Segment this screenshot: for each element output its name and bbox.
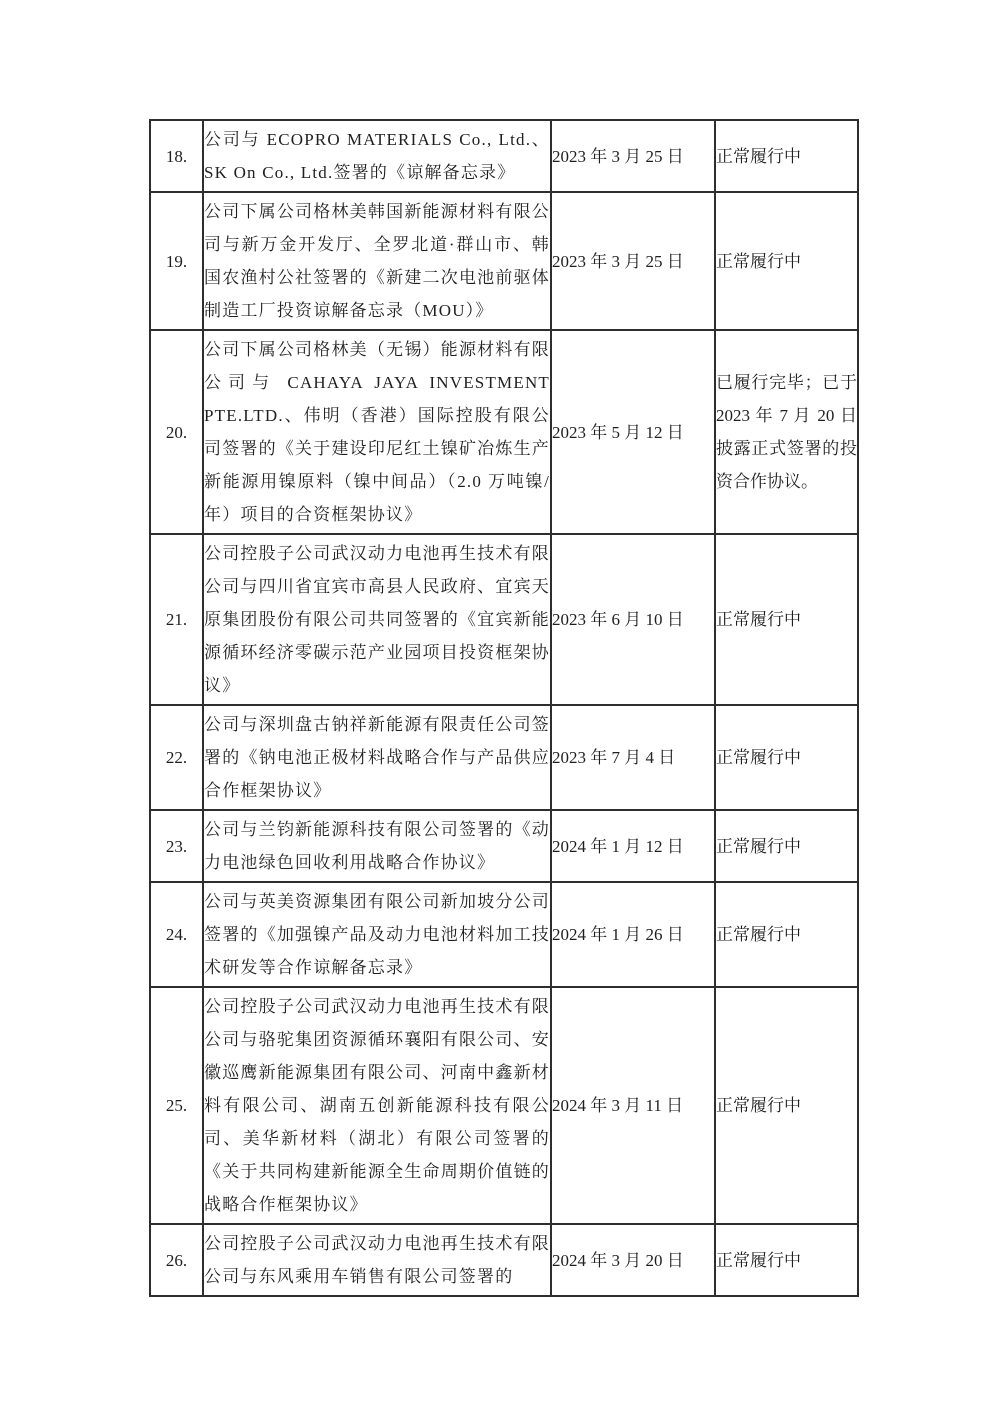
table-row — [150, 810, 858, 882]
agreement-description-cell: 公司下属公司格林美（无锡）能源材料有限公司与 CAHAYA JAYA INVESTMENT PTE.LTD.、伟明（香港）国际控股有限公司签署的《关于建设印尼红土镍矿冶炼生产新能源用镍原料（镍中间品）（2.0 万吨镍/年）项目的合资框架协议》 — [203, 330, 551, 534]
row-number-cell: 26. — [150, 1224, 203, 1296]
row-number-cell: 20. — [150, 330, 203, 534]
signing-date-cell: 2024 年 1 月 12 日 — [551, 810, 715, 882]
table-row — [150, 120, 858, 192]
row-number-cell: 21. — [150, 534, 203, 705]
signing-date-cell: 2024 年 3 月 11 日 — [551, 987, 715, 1224]
table-row — [150, 882, 858, 987]
table-row — [150, 192, 858, 330]
performance-status-cell: 正常履行中 — [715, 987, 858, 1224]
performance-status-cell: 正常履行中 — [715, 705, 858, 810]
agreement-description-cell: 公司与兰钧新能源科技有限公司签署的《动力电池绿色回收利用战略合作协议》 — [203, 810, 551, 882]
signing-date-cell: 2023 年 3 月 25 日 — [551, 192, 715, 330]
performance-status-cell: 正常履行中 — [715, 192, 858, 330]
signing-date-cell: 2023 年 3 月 25 日 — [551, 120, 715, 192]
performance-status-cell: 正常履行中 — [715, 1224, 858, 1296]
signing-date-cell: 2023 年 5 月 12 日 — [551, 330, 715, 534]
signing-date-cell: 2023 年 7 月 4 日 — [551, 705, 715, 810]
agreement-description-cell: 公司下属公司格林美韩国新能源材料有限公司与新万金开发厅、全罗北道·群山市、韩国农渔村公社签署的《新建二次电池前驱体制造工厂投资谅解备忘录（MOU）》 — [203, 192, 551, 330]
signing-date-cell: 2024 年 3 月 20 日 — [551, 1224, 715, 1296]
signing-date-cell: 2024 年 1 月 26 日 — [551, 882, 715, 987]
agreement-description-cell: 公司控股子公司武汉动力电池再生技术有限公司与骆驼集团资源循环襄阳有限公司、安徽巡鹰新能源集团有限公司、河南中鑫新材料有限公司、湖南五创新能源科技有限公司、美华新材料（湖北）有限公司签署的《关于共同构建新能源全生命周期价值链的战略合作框架协议》 — [203, 987, 551, 1224]
table-row — [150, 330, 858, 534]
row-number-cell: 23. — [150, 810, 203, 882]
agreement-description-cell: 公司与深圳盘古钠祥新能源有限责任公司签署的《钠电池正极材料战略合作与产品供应合作框架协议》 — [203, 705, 551, 810]
performance-status-cell: 正常履行中 — [715, 534, 858, 705]
table-row — [150, 1224, 858, 1296]
contracts-table-body — [150, 120, 858, 1296]
performance-status-cell: 已履行完毕；已于 2023 年 7 月 20 日披露正式签署的投资合作协议。 — [715, 330, 858, 534]
row-number-cell: 19. — [150, 192, 203, 330]
table-row — [150, 987, 858, 1224]
agreement-description-cell: 公司控股子公司武汉动力电池再生技术有限公司与东风乘用车销售有限公司签署的 — [203, 1224, 551, 1296]
agreement-description-cell: 公司与英美资源集团有限公司新加坡分公司签署的《加强镍产品及动力电池材料加工技术研发等合作谅解备忘录》 — [203, 882, 551, 987]
table-row — [150, 705, 858, 810]
row-number-cell: 25. — [150, 987, 203, 1224]
row-number-cell: 18. — [150, 120, 203, 192]
performance-status-cell: 正常履行中 — [715, 882, 858, 987]
performance-status-cell: 正常履行中 — [715, 810, 858, 882]
signing-date-cell: 2023 年 6 月 10 日 — [551, 534, 715, 705]
performance-status-cell: 正常履行中 — [715, 120, 858, 192]
agreement-description-cell: 公司与 ECOPRO MATERIALS Co., Ltd.、SK On Co., Ltd.签署的《谅解备忘录》 — [203, 120, 551, 192]
agreement-description-cell: 公司控股子公司武汉动力电池再生技术有限公司与四川省宜宾市高县人民政府、宜宾天原集团股份有限公司共同签署的《宜宾新能源循环经济零碳示范产业园项目投资框架协议》 — [203, 534, 551, 705]
table-row — [150, 534, 858, 705]
contracts-table — [149, 119, 859, 1297]
row-number-cell: 22. — [150, 705, 203, 810]
row-number-cell: 24. — [150, 882, 203, 987]
